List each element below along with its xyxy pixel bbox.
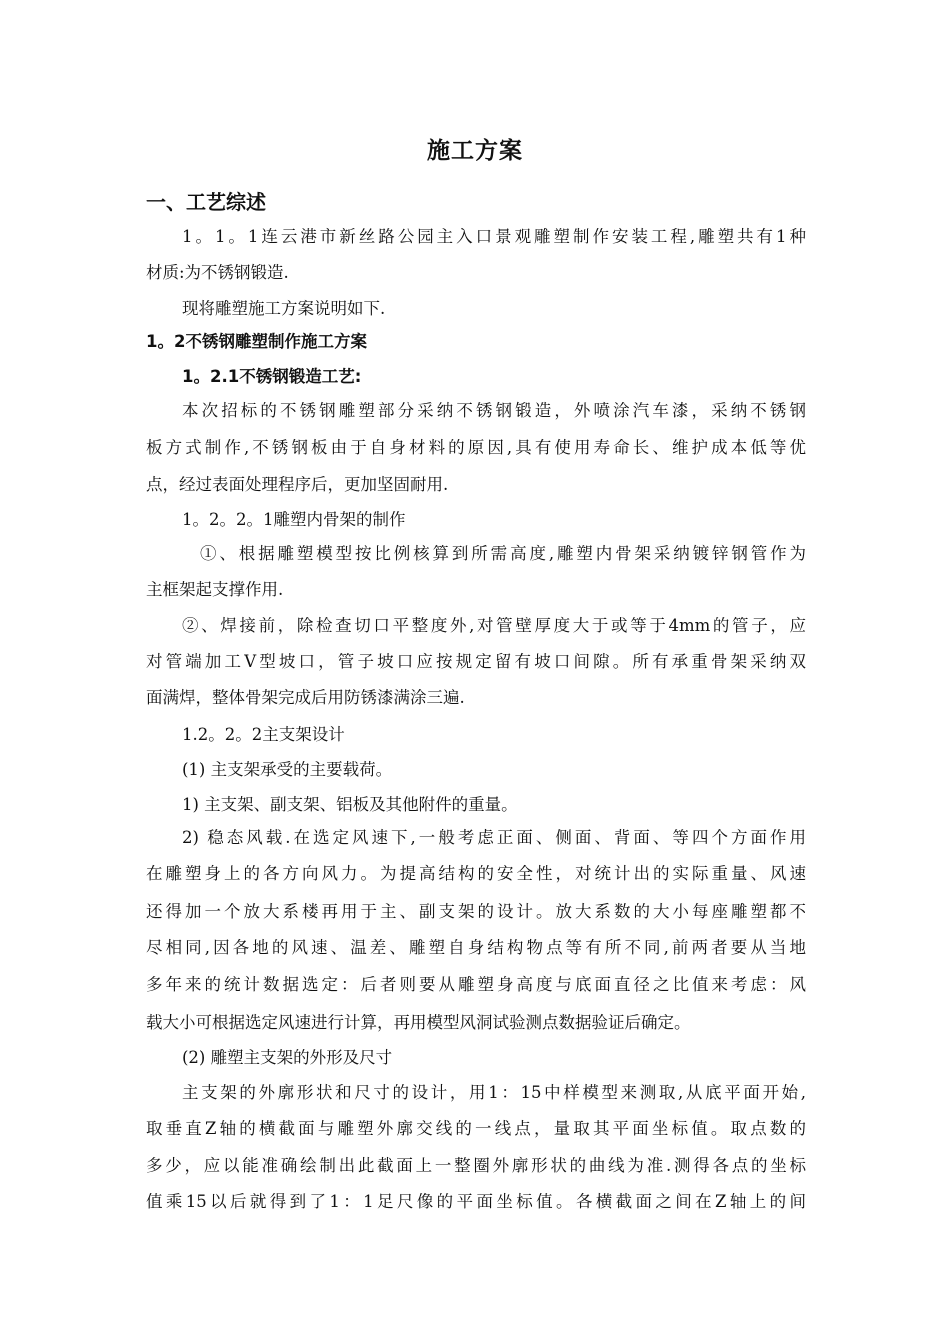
paragraph-line: (2) 雕塑主支架的外形及尺寸: [182, 1048, 393, 1067]
paragraph-line: 现将雕塑施工方案说明如下.: [182, 299, 386, 318]
paragraph-line: 本次招标的不锈钢雕塑部分采纳不锈钢锻造，外喷涂汽车漆，采纳不锈钢: [182, 401, 806, 420]
paragraph-line: 2) 稳态风载.在选定风速下,一般考虑正面、侧面、背面、等四个方面作用: [182, 828, 806, 847]
paragraph-line: ②、焊接前，除检查切口平整度外,对管壁厚度大于或等于4mm的管子，应: [182, 616, 806, 635]
paragraph-line: 多少，应以能准确绘制出此截面上一整圈外廓形状的曲线为准.测得各点的坐标: [146, 1156, 806, 1175]
paragraph-line: ①、根据雕塑模型按比例核算到所需高度,雕塑内骨架采纳镀锌钢管作为: [200, 544, 806, 563]
paragraph-line: 载大小可根据选定风速进行计算，再用模型风洞试验测点数据验证后确定。: [146, 1013, 691, 1032]
subsection-heading: 1。2不锈钢雕塑制作施工方案: [146, 332, 367, 351]
paragraph-line: 1。1。1连云港市新丝路公园主入口景观雕塑制作安装工程,雕塑共有1种: [182, 227, 806, 246]
paragraph-line: 值乘15以后就得到了1：1足尺像的平面坐标值。各横截面之间在Z轴上的间: [146, 1192, 806, 1211]
paragraph-line: 还得加一个放大系楼再用于主、副支架的设计。放大系数的大小每座雕塑都不: [146, 902, 806, 921]
paragraph-line: 尽相同,因各地的风速、温差、雕塑自身结构物点等有所不同,前两者要从当地: [146, 938, 806, 957]
paragraph-line: 点，经过表面处理程序后，更加坚固耐用.: [146, 475, 449, 494]
paragraph-line: 材质:为不锈钢锻造.: [146, 263, 289, 282]
paragraph-line: 1) 主支架、副支架、铝板及其他附件的重量。: [182, 795, 518, 814]
paragraph-line: 1.2。2。2主支架设计: [182, 725, 345, 744]
paragraph-line: 主框架起支撑作用.: [146, 580, 284, 599]
paragraph-line: 板方式制作,不锈钢板由于自身材料的原因,具有使用寿命长、维护成本低等优: [146, 438, 806, 457]
paragraph-line: 多年来的统计数据选定：后者则要从雕塑身高度与底面直径之比值来考虑：风: [146, 975, 806, 994]
paragraph-line: 对管端加工V型坡口，管子坡口应按规定留有坡口间隙。所有承重骨架采纳双: [146, 652, 806, 671]
paragraph-line: 在雕塑身上的各方向风力。为提高结构的安全性，对统计出的实际重量、风速: [146, 864, 806, 883]
section-heading: 一、工艺综述: [146, 190, 266, 214]
subsubsection-heading: 1。2.1不锈钢锻造工艺:: [182, 367, 362, 386]
paragraph-line: (1) 主支架承受的主要载荷。: [182, 760, 393, 779]
paragraph-line: 主支架的外廓形状和尺寸的设计，用1：15中样模型来测取,从底平面开始,: [182, 1083, 806, 1102]
paragraph-line: 取垂直Z轴的横截面与雕塑外廓交线的一线点，量取其平面坐标值。取点数的: [146, 1119, 806, 1138]
paragraph-line: 面满焊，整体骨架完成后用防锈漆满涂三遍.: [146, 688, 465, 707]
paragraph-line: 1。2。2。1雕塑内骨架的制作: [182, 510, 406, 529]
page-title: 施工方案: [427, 138, 523, 164]
